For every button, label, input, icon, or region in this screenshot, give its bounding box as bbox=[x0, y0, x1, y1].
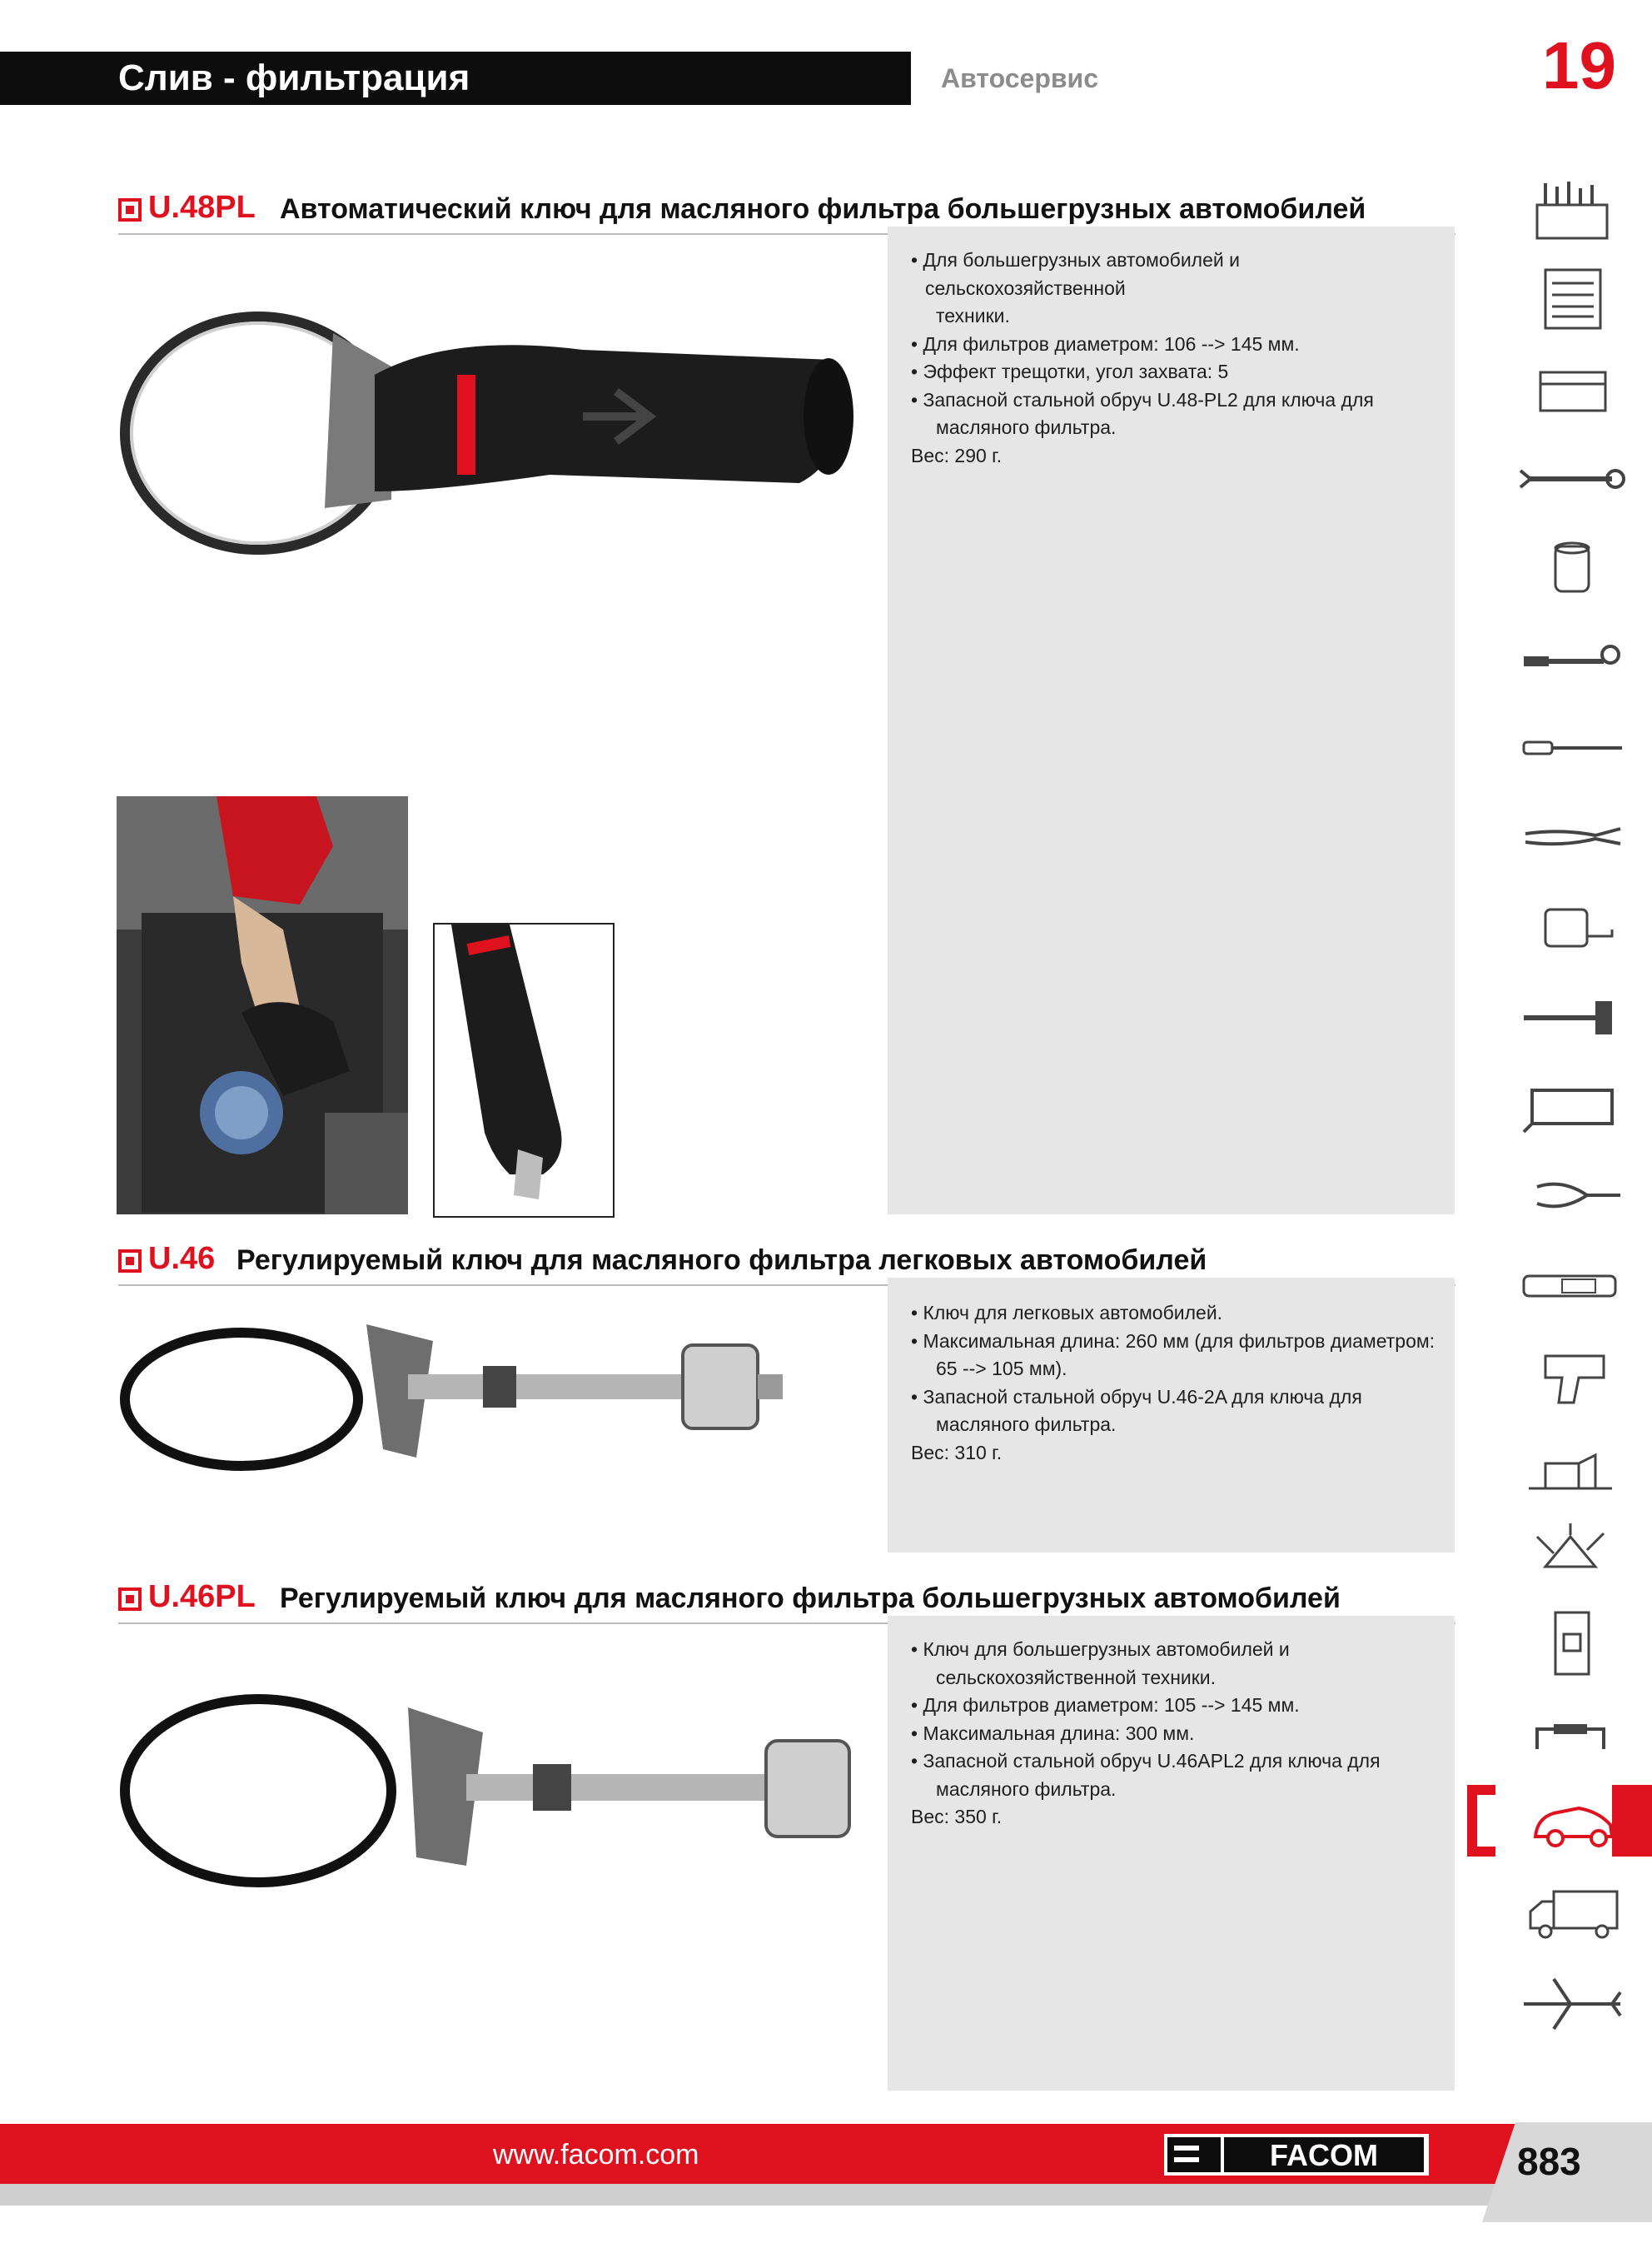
aircraft-icon[interactable] bbox=[1512, 1967, 1634, 2034]
desc-line: масляного фильтра. bbox=[936, 416, 1117, 438]
desc-line: • Ключ для легковых автомобилей. bbox=[911, 1302, 1223, 1323]
bullet-square-icon bbox=[118, 1249, 142, 1273]
desc-line: • Запасной стальной обруч U.46-2A для ключа для bbox=[911, 1385, 1362, 1408]
product-description bbox=[911, 1299, 1444, 1467]
desc-line: масляного фильтра. bbox=[936, 1777, 1117, 1800]
page-title: Слив - фильтрация bbox=[118, 57, 470, 98]
product-title: Автоматический ключ для масляного фильтра большегрузных автомобилей bbox=[280, 193, 1366, 225]
handle-icon[interactable] bbox=[1512, 1699, 1634, 1766]
category-label: Автосервис bbox=[941, 63, 1099, 93]
product-code: U.48PL bbox=[148, 190, 256, 225]
tool-box-icon[interactable] bbox=[1512, 356, 1634, 422]
product-description bbox=[911, 247, 1444, 470]
handle-closeup-frame bbox=[433, 923, 615, 1218]
page-number: 883 bbox=[1517, 2140, 1581, 2183]
u48pl-wrench-image bbox=[117, 283, 866, 566]
desc-line: • Для фильтров диаметром: 105 --> 145 мм. bbox=[911, 1694, 1300, 1716]
desc-line: • Запасной стальной обруч U.48-PL2 для ключа для bbox=[911, 388, 1374, 411]
u46pl-wrench-image bbox=[117, 1666, 866, 1899]
car-icon[interactable] bbox=[1512, 1788, 1634, 1855]
bullet-square-icon bbox=[118, 1588, 142, 1611]
vise-icon[interactable] bbox=[1512, 1430, 1634, 1497]
screwdriver-icon[interactable] bbox=[1512, 714, 1634, 780]
desc-line: сельскохозяйственной техники. bbox=[936, 1666, 1217, 1688]
desc-line: • Для большегрузных автомобилей и сельскохозяйственной bbox=[911, 249, 1240, 299]
hacksaw-icon[interactable] bbox=[1512, 1072, 1634, 1139]
tape-measure-icon[interactable] bbox=[1512, 893, 1634, 960]
hammer-icon[interactable] bbox=[1512, 983, 1634, 1049]
weight-line: Вес: 350 г. bbox=[911, 1806, 1003, 1827]
footer-shade bbox=[0, 2184, 1652, 2206]
wrench-icon[interactable] bbox=[1512, 446, 1634, 512]
ratchet-icon[interactable] bbox=[1512, 625, 1634, 691]
desc-line: масляного фильтра. bbox=[936, 1413, 1117, 1435]
desc-line: • Эффект трещотки, угол захвата: 5 bbox=[911, 361, 1229, 382]
desc-line: • Максимальная длина: 260 мм (для фильтров диаметром: bbox=[911, 1329, 1436, 1352]
product-title: Регулируемый ключ для масляного фильтра легковых автомобилей bbox=[236, 1244, 1207, 1276]
product-title: Регулируемый ключ для масляного фильтра большегрузных автомобилей bbox=[280, 1583, 1341, 1614]
product-description bbox=[911, 1636, 1444, 1832]
facom-logo bbox=[1164, 2134, 1429, 2176]
electrical-icon[interactable] bbox=[1512, 1609, 1634, 1676]
tester-icon[interactable] bbox=[1512, 1251, 1634, 1318]
handle-closeup-image bbox=[435, 925, 613, 1216]
logo-wordmark: FACOM bbox=[1270, 2138, 1378, 2172]
puller-icon[interactable] bbox=[1512, 1162, 1634, 1229]
tool-cabinet-icon[interactable] bbox=[1512, 267, 1634, 333]
desc-line: техники. bbox=[936, 305, 1010, 326]
truck-icon[interactable] bbox=[1512, 1878, 1634, 1945]
website-link[interactable]: www.facom.com bbox=[493, 2139, 699, 2171]
chapter-number: 19 bbox=[1542, 28, 1616, 102]
product-code: U.46 bbox=[148, 1241, 216, 1276]
desc-line: • Для фильтров диаметром: 106 --> 145 мм. bbox=[911, 332, 1300, 355]
u46-wrench-image bbox=[117, 1308, 799, 1483]
facom-logo-image bbox=[1164, 2134, 1429, 2176]
pliers-icon[interactable] bbox=[1512, 804, 1634, 870]
socket-icon[interactable] bbox=[1512, 535, 1634, 601]
tool-storage-icon[interactable] bbox=[1512, 177, 1634, 243]
desc-line: • Запасной стальной обруч U.46APL2 для ключа для bbox=[911, 1750, 1381, 1772]
weight-line: Вес: 310 г. bbox=[911, 1441, 1003, 1463]
safety-icon[interactable] bbox=[1512, 1520, 1634, 1587]
desc-line: 65 --> 105 мм). bbox=[936, 1358, 1067, 1379]
desc-line: • Ключ для большегрузных автомобилей и bbox=[911, 1638, 1290, 1660]
active-tab-marker bbox=[1467, 1785, 1495, 1857]
engine-usage-photo bbox=[117, 796, 408, 1214]
bullet-square-icon bbox=[118, 198, 142, 222]
desc-line: • Максимальная длина: 300 мм. bbox=[911, 1722, 1195, 1744]
weight-line: Вес: 290 г. bbox=[911, 444, 1003, 466]
product-code: U.46PL bbox=[148, 1579, 256, 1614]
impact-wrench-icon[interactable] bbox=[1512, 1341, 1634, 1408]
